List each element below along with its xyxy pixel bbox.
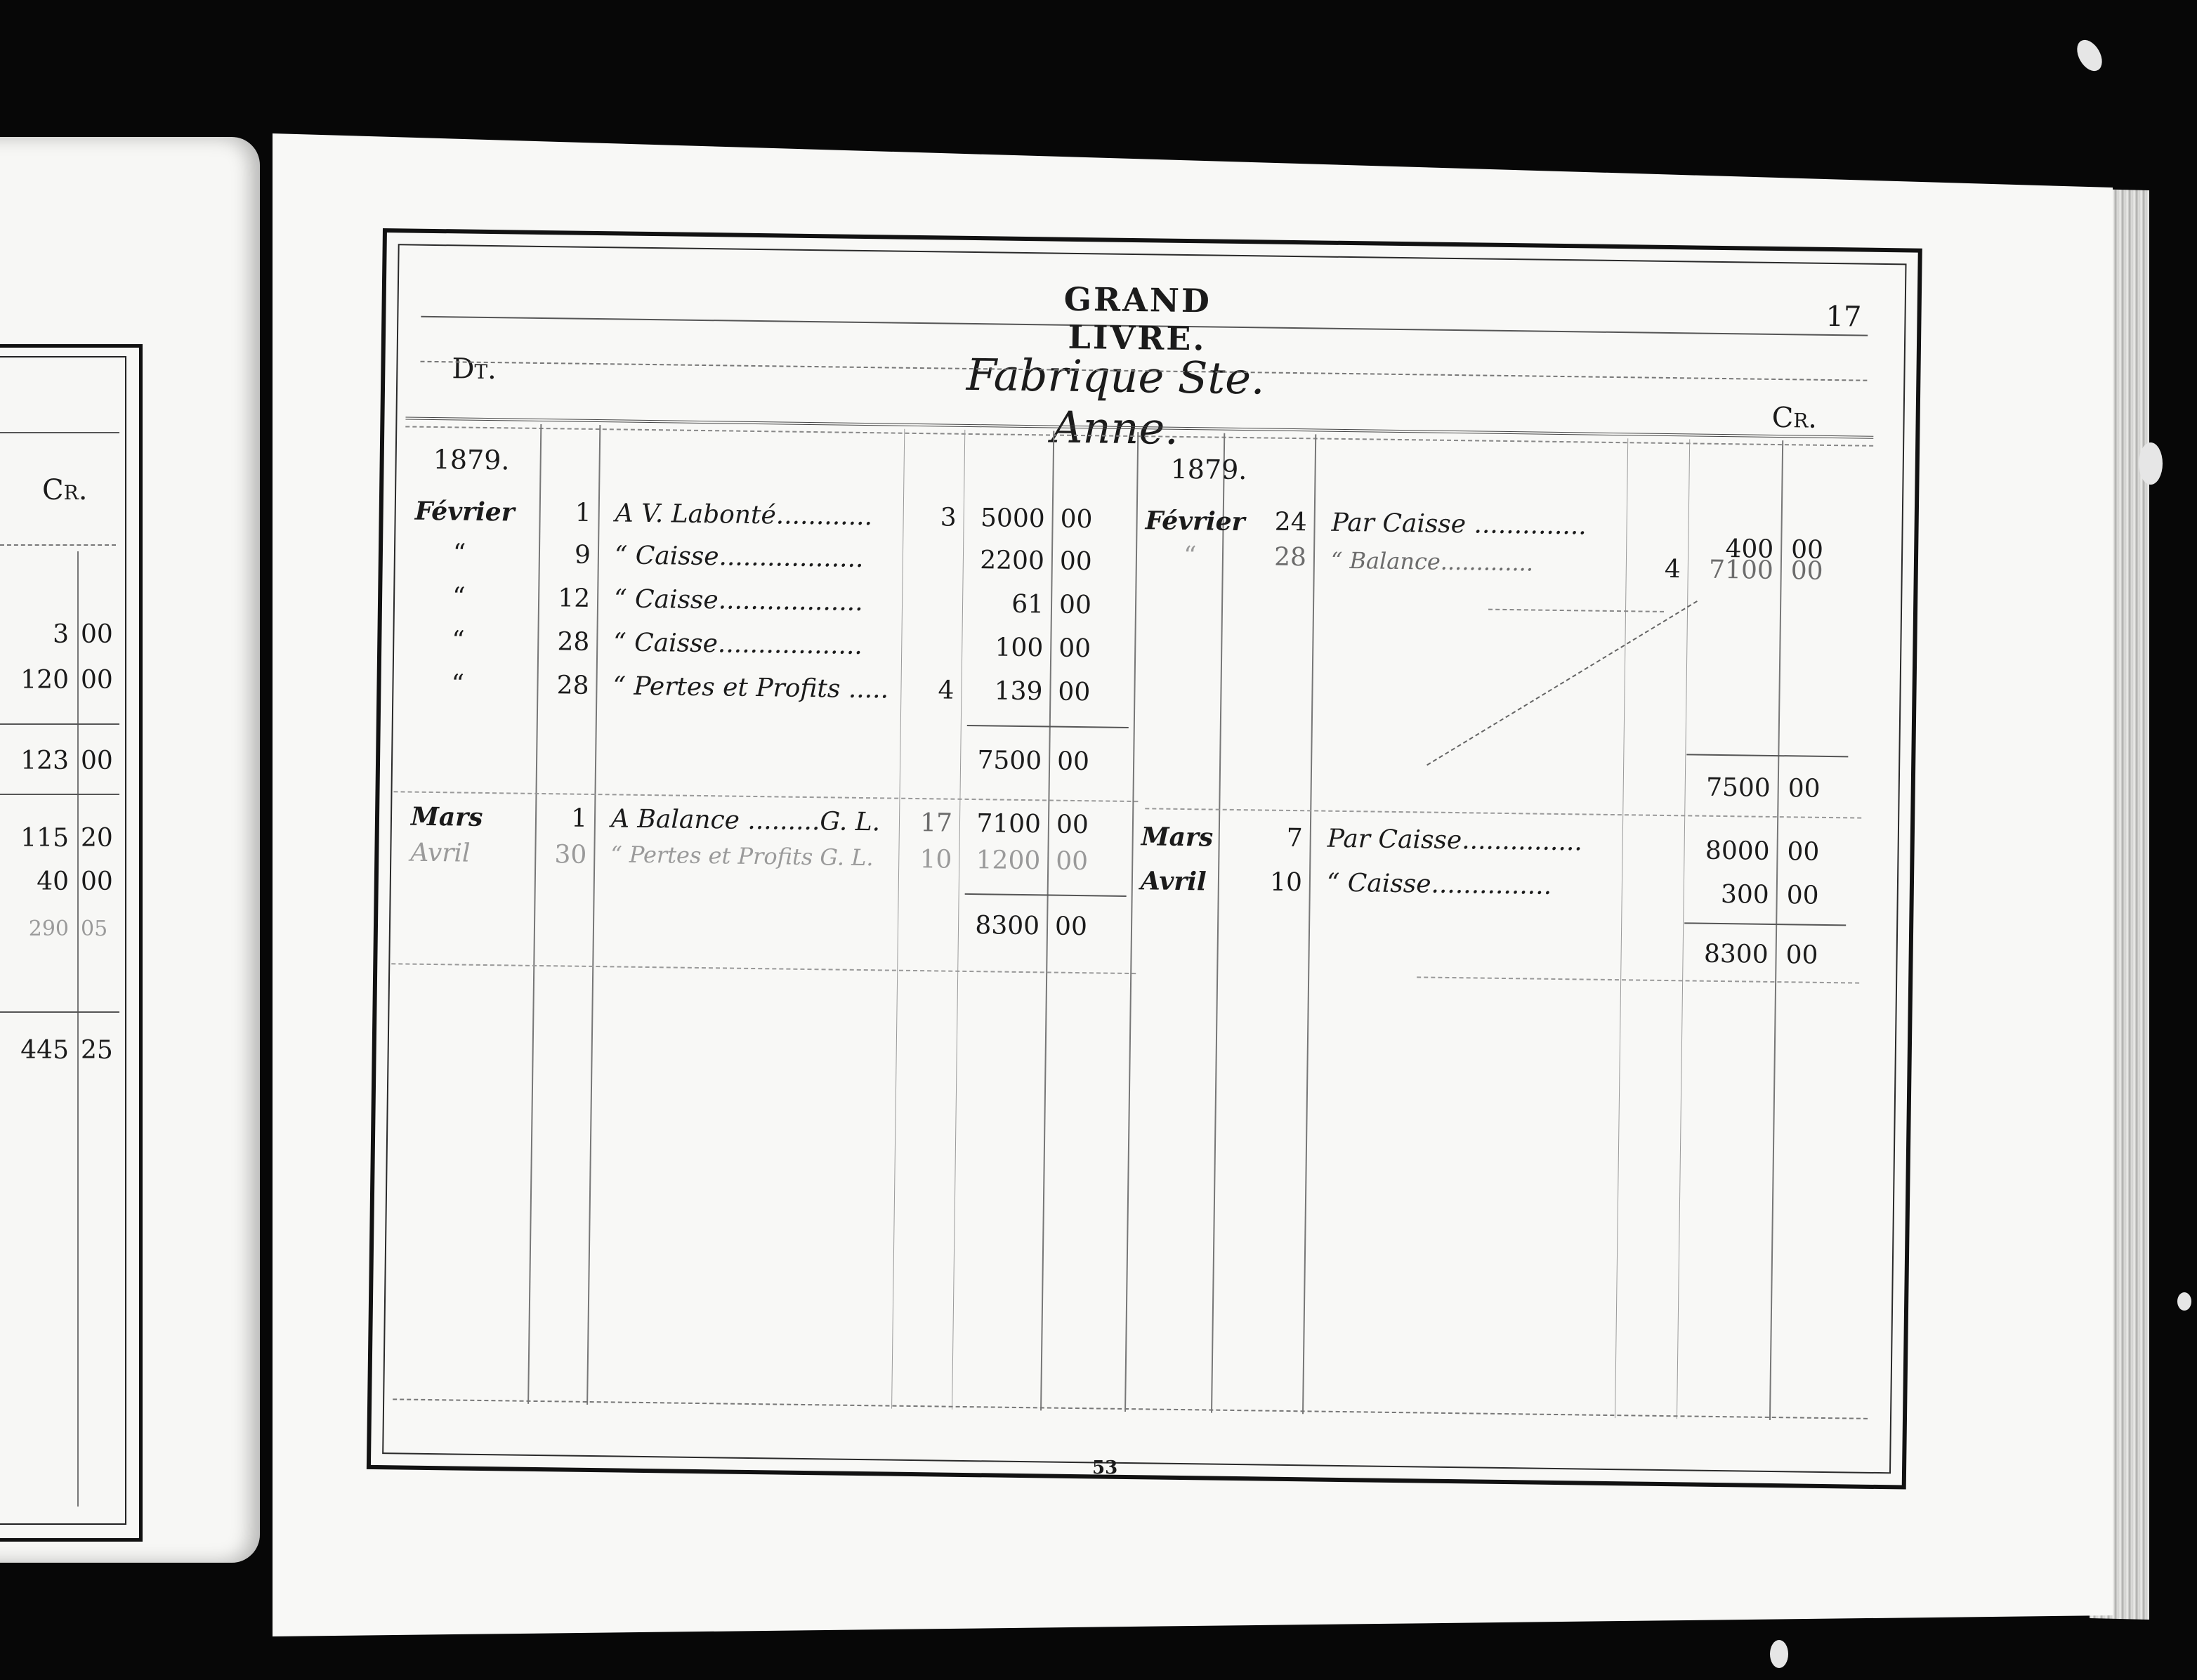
amount: 123 [20,747,69,775]
credit-day: 28 [1273,542,1307,572]
debit-total-cents: 00 [1056,747,1090,777]
debit-description: “ Pertes et Profits ..... [612,671,889,704]
debit-amount: 139 [994,676,1043,707]
debit-folio: 10 [919,845,952,874]
page-title: GRAND LIVRE. [1063,280,1212,358]
credit-year: 1879. [1170,453,1247,486]
debit-cents: 00 [1056,810,1089,840]
debit-amount: 5000 [980,504,1045,534]
credit-day: 24 [1274,507,1307,537]
account-name: Fabrique Ste. Anne. [966,348,1266,454]
credit-cents: 00 [1786,881,1819,910]
ditto-mark: “ [452,539,466,568]
credit-cents: 00 [1790,535,1824,565]
ditto-mark: “ [451,669,465,699]
debit-folio: 4 [938,676,955,705]
rule [0,794,119,795]
credit-description: Par Caisse............... [1327,824,1583,857]
amount: 120 [20,666,69,695]
debit-cents: 00 [1058,634,1091,664]
cents: 00 [81,867,113,896]
credit-total-amount: 7500 [1705,773,1771,803]
debit-year: 1879. [433,443,510,476]
sheet-number: 53 [1092,1457,1118,1478]
debit-cents: 00 [1058,677,1091,707]
debit-description: “ Caisse.................. [613,628,863,660]
cents: 25 [81,1036,113,1065]
debit-cents: 00 [1058,590,1092,620]
ledger-frame [367,228,1922,1490]
amount: 115 [20,824,69,853]
credit-day: 10 [1269,867,1303,898]
debit-amount: 1200 [976,846,1041,876]
debit-day: 1 [575,498,591,527]
cents: 20 [81,824,113,853]
previous-page-cr-label: Cr. [42,474,88,506]
speck [2177,1292,2191,1311]
debit-month: Mars [410,801,483,832]
debit-total-amount: 8300 [975,911,1040,941]
debit-folio: 3 [940,503,957,532]
ditto-mark: “ [1183,541,1197,571]
debit-month: Février [414,496,515,527]
credit-total-cents: 00 [1788,774,1821,803]
previous-page [0,137,260,1563]
cents: 00 [81,747,113,775]
debit-amount: 7100 [976,809,1042,839]
credit-total-cents: 00 [1785,940,1818,970]
debit-day: 28 [556,671,589,700]
debit-cents: 00 [1059,546,1092,577]
credit-label: Cr. [1771,401,1818,435]
debit-total-cents: 00 [1054,912,1088,942]
speck [2139,442,2163,485]
debit-amount: 100 [995,633,1044,663]
debit-day: 1 [570,803,588,833]
rule [0,432,119,433]
debit-cents: 00 [1060,504,1093,534]
debit-cents: 00 [1056,846,1089,877]
credit-cents: 00 [1787,837,1820,867]
amount: 290 [28,917,69,941]
credit-amount: 300 [1720,880,1770,910]
debit-description: “ Caisse.................. [614,541,864,573]
speck [2072,36,2107,76]
rule [0,723,119,725]
page-number: 17 [1825,300,1862,334]
rule [0,544,116,546]
credit-description: “ Caisse............... [1326,868,1552,900]
debit-day: 12 [558,584,591,613]
credit-month: Mars [1141,822,1214,853]
credit-month: Février [1145,506,1245,537]
debit-total-amount: 7500 [977,746,1042,776]
credit-folio: 4 [1664,554,1681,584]
credit-cents: 00 [1790,556,1823,586]
cents: 05 [81,917,108,941]
credit-day: 7 [1286,823,1304,853]
cents: 00 [81,620,113,649]
debit-label: Dt. [452,353,497,386]
credit-total-amount: 8300 [1703,939,1769,969]
amount: 3 [53,620,69,649]
amount: 40 [37,867,69,896]
credit-amount: 7100 [1708,555,1774,585]
ditto-mark: “ [452,626,465,655]
column-rule [77,551,79,1507]
cents: 00 [81,666,113,695]
debit-day: 9 [574,540,591,570]
debit-description: “ Caisse.................. [613,584,863,617]
speck [1770,1640,1788,1668]
debit-month: Avril [410,838,471,868]
credit-description: “ Balance............. [1330,546,1534,577]
debit-amount: 2200 [979,546,1045,576]
credit-amount: 400 [1725,534,1774,564]
debit-description: A Balance .........G. L. [610,804,881,837]
ditto-mark: “ [452,582,466,612]
amount: 445 [20,1036,69,1065]
credit-month: Avril [1140,866,1207,897]
debit-amount: 61 [1011,589,1044,619]
debit-folio: 17 [919,808,953,838]
debit-description: “ Pertes et Profits G. L. [610,841,874,872]
credit-amount: 8000 [1705,836,1770,866]
debit-day: 28 [557,627,590,657]
debit-description: A V. Labonté............ [615,499,873,532]
debit-day: 30 [554,840,587,869]
rule [0,1011,119,1013]
credit-description: Par Caisse .............. [1331,508,1587,541]
